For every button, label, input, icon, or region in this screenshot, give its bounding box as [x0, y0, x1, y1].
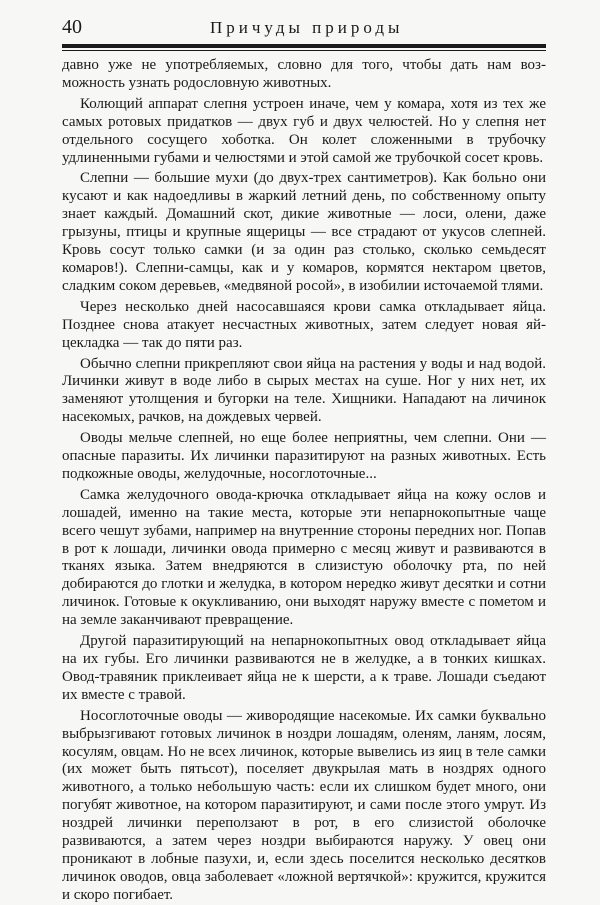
paragraph: Другой паразитирующий на непарнокопытных овод откладывает яйца на их губы. Его личинки развиваются не в желудке, а в тонких кишках. Овод-травяник приклеивает яйца не к шерсти, а к траве. Лошади съедают их вместе с травой. [62, 633, 546, 703]
paragraph: давно уже не употребляемых, словно для того, чтобы дать нам возможность узнать родословную животных. [62, 57, 546, 91]
paragraph: Через несколько дней насосавшаяся крови самка откладывает яйца. Позднее снова атакует несчастных животных, затем следует новая яйцекладка — так до пяти раз. [62, 298, 546, 351]
header-rule-thick [62, 44, 546, 48]
page-number: 40 [62, 16, 82, 38]
paragraph: Слепни — большие мухи (до двух-трех сантиметров). Как больно они кусают и как надоедливы в жаркий летний день, по собственному опыту знает каждый. Домашний скот, дикие животные — лоси, олени, даже грызуны, птицы и крупные ящерицы — все страдают от укусов слепней. Кровь сосут только самки (и за один раз столько, сколько семьдесят комаров!). Слепни-самцы, как и у комаров, кормятся нектаром цветов, сладким соком деревьев, «медвяной росой», в изобилии источаемой тлями. [62, 170, 546, 294]
running-head [62, 14, 546, 42]
running-title: Причуды природы [210, 18, 404, 37]
body-text [62, 57, 546, 905]
paragraph: Обычно слепни прикрепляют свои яйца на растения у воды и над водой. Личинки живут в воде либо в сырых местах на суше. Ног у них нет, их заменяют утолщения и бугорки на теле. Хищники. Нападают на личинок насекомых, рачков, на дождевых червей. [62, 355, 546, 426]
paragraph: Оводы мельче слепней, но еще более неприятны, чем слепни. Они — опасные паразиты. Их личинки паразитируют на разных животных. Есть подкожные оводы, желудочные, носоглоточные... [62, 430, 546, 482]
paragraph: Носоглоточные оводы — живородящие насекомые. Их самки буквально выбрызгивают готовых личинок в ноздри лошадям, оленям, ланям, лосям, косулям, овцам. Но не всех личинок, которые вывелись из яиц в теле самки (их может быть пятьсот), поселяет двукрылая мать в ноздрях одного животного, а только небольшую часть: если их слишком будет много, они погубят животное, на котором паразитируют, и сами после этого умрут. Из ноздрей личинки переползают в рот, в его слизистой оболочке развиваются, а затем через ноздри выбираются наружу. У овец они проникают в лобные пазухи, и, если здесь поселится несколько десятков личинок оводов, овца заболевает «ложной вертячкой»: кружится, кружится и скоро погибает. [62, 707, 546, 903]
header-rule-thin [62, 50, 546, 51]
paragraph: Колющий аппарат слепня устроен иначе, чем у комара, хотя из тех же самых ротовых придатков — двух губ и двух челюстей. Но у слепня нет отдельного сосущего хоботка. Он колет сложенными в трубочку удлиненными губами и челюстями и этой самой же трубочкой сосет кровь. [62, 95, 546, 166]
paragraph: Самка желудочного овода-крючка откладывает яйца на кожу ослов и лошадей, именно на такие места, которые эти непарнокопытные чаще всего чешут зубами, например на внутренние стороны передних ног. Попав в рот к лошади, личинки овода примерно с месяц живут и развиваются в тканях языка. Затем внедряются в слизистую оболочку рта, по ней добираются до глотки и желудка, в котором нередко живут десятки и сотни личинок. Готовые к окукливанию, они выходят наружу вместе с пометом и на земле заканчивают превращение. [62, 486, 546, 629]
